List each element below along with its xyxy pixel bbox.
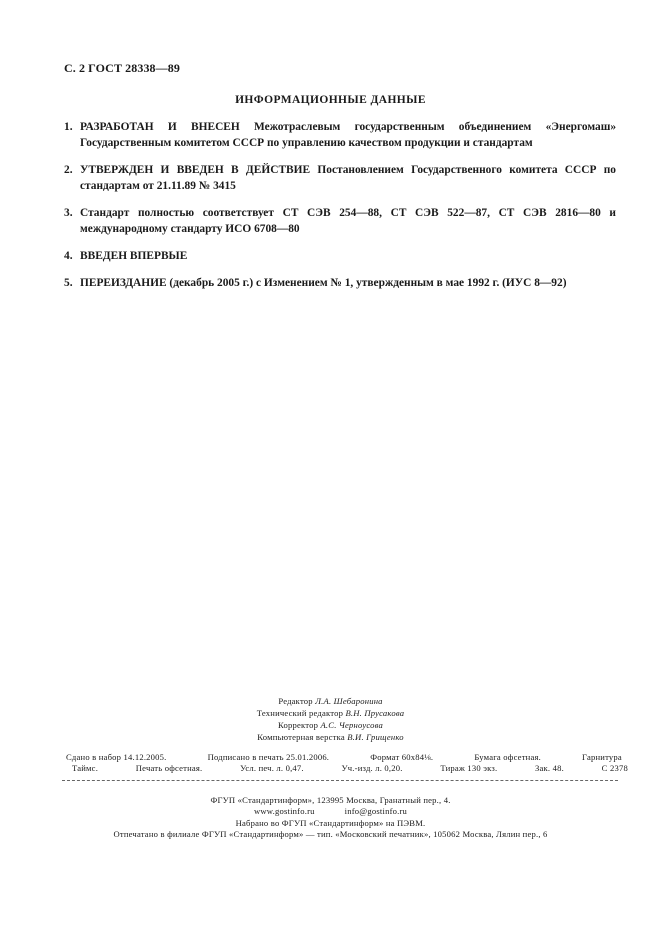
item-number: 1. xyxy=(64,121,73,133)
typesetting-note: Набрано во ФГУП «Стандартинформ» на ПЭВМ. xyxy=(235,817,426,828)
item-number: 4. xyxy=(64,250,73,262)
credit-layout: Компьютерная верстка В.И. Грищенко xyxy=(257,732,404,742)
item-text: ВВЕДЕН ВПЕРВЫЕ xyxy=(80,250,188,262)
list-item xyxy=(64,248,616,264)
item-text: ПЕРЕИЗДАНИЕ (декабрь 2005 г.) с Изменением № 1, утвержденным в мае 1992 г. (ИУС 8—92) xyxy=(80,277,567,289)
publisher-website: www.gostinfo.ru xyxy=(253,806,315,817)
publisher-email: info@gostinfo.ru xyxy=(344,806,408,817)
list-item xyxy=(64,205,616,237)
print-info-row-2: Таймс. Печать офсетная. Усл. печ. л. 0,47. Уч.-изд. л. 0,20. Тираж 130 экз. Зак. 48. С 2378 xyxy=(72,763,628,773)
item-number: 5. xyxy=(64,277,73,289)
publisher-contacts xyxy=(0,806,661,817)
print-info-row-1: Сдано в набор 14.12.2005. Подписано в печать 25.01.2006. Формат 60x84⅛. Бумага офсетная. Гарнитура xyxy=(66,752,622,762)
list-item xyxy=(64,162,616,194)
item-number: 2. xyxy=(64,164,73,176)
list-item xyxy=(64,275,616,291)
list-item xyxy=(64,119,616,151)
credit-tech-editor: Технический редактор В.Н. Прусакова xyxy=(256,708,405,718)
section-title: ИНФОРМАЦИОННЫЕ ДАННЫЕ xyxy=(235,94,426,106)
info-list xyxy=(64,119,616,302)
item-number: 3. xyxy=(64,207,73,219)
item-text: Стандарт полностью соответствует СТ СЭВ 254—88, СТ СЭВ 522—87, СТ СЭВ 2816—80 и международному стандарту ИСО 6708—80 xyxy=(80,207,616,235)
credit-proofreader: Корректор А.С. Черноусова xyxy=(278,720,383,730)
separator-line xyxy=(62,780,618,781)
publisher-block xyxy=(0,795,661,841)
item-text: РАЗРАБОТАН И ВНЕСЕН Межотраслевым государственным объединением «Энергомаш» Государственным комитетом СССР по управлению качеством продукции и стандартам xyxy=(80,121,617,149)
item-text: УТВЕРЖДЕН И ВВЕДЕН В ДЕЙСТВИЕ Постановлением Государственного комитета СССР по стандартам от 21.11.89 № 3415 xyxy=(80,164,616,192)
page-header: С. 2 ГОСТ 28338—89 xyxy=(64,61,180,75)
credits-block xyxy=(0,695,661,743)
publisher-address: ФГУП «Стандартинформ», 123995 Москва, Гранатный пер., 4. xyxy=(210,795,451,805)
credit-editor: Редактор Л.А. Шебаронина xyxy=(278,696,383,706)
printing-note: Отпечатано в филиале ФГУП «Стандартинформ» — тип. «Московский печатник», 105062 Москва, Лялин пер., 6 xyxy=(113,829,548,840)
